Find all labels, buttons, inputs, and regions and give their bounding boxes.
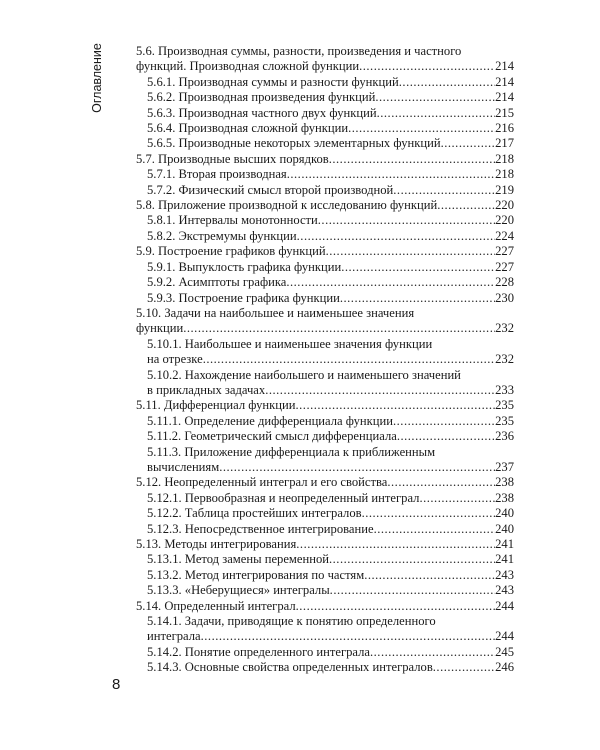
toc-entry-leader-row xyxy=(147,583,514,598)
toc-entry-page-number: 240 xyxy=(495,506,514,521)
toc-entry-title-line: 5.12.1. Первообразная и неопределенный интеграл xyxy=(147,490,420,505)
dot-leader xyxy=(397,429,495,444)
toc-entry-title-line: 5.11. Дифференциал функции xyxy=(136,398,296,413)
toc-entry-subsection xyxy=(136,368,514,399)
toc-entry-title-line: 5.12.3. Непосредственное интегрирование xyxy=(147,521,374,536)
toc-entry-leader-row xyxy=(147,429,514,444)
toc-entry-subsection xyxy=(136,167,514,182)
toc-entry-subsection xyxy=(136,614,514,645)
toc-entry-page-number: 243 xyxy=(495,567,514,582)
toc-entry-subsection xyxy=(136,583,514,598)
toc-entry-section xyxy=(136,198,514,213)
toc-entry-leader-row xyxy=(136,198,514,213)
toc-entry-page-number: 236 xyxy=(495,429,514,444)
dot-leader xyxy=(393,414,495,429)
toc-entry-leader-row xyxy=(147,352,514,367)
toc-entry-title-line: вычислениям xyxy=(147,459,220,474)
toc-entry-subsection xyxy=(136,445,514,476)
toc-entry-title-line: 5.13.3. «Неберущиеся» интегралы xyxy=(147,583,330,598)
toc-entry-title-line: 5.9.1. Выпуклость графика функции xyxy=(147,259,342,274)
toc-entry-subsection xyxy=(136,429,514,444)
dot-leader xyxy=(359,59,495,74)
toc-entry-title-line: 5.9.3. Построение графика функции xyxy=(147,290,340,305)
toc-entry-title-line: 5.9. Построение графиков функций xyxy=(136,244,326,259)
toc-entry-subsection xyxy=(136,506,514,521)
dot-leader xyxy=(419,491,495,506)
toc-entry-title-line: 5.6.4. Производная сложной функции xyxy=(147,121,349,136)
dot-leader xyxy=(297,229,495,244)
toc-entry-title-line: 5.14.1. Задачи, приводящие к понятию определенного xyxy=(147,614,436,629)
toc-entry-section xyxy=(136,152,514,167)
dot-leader xyxy=(318,213,495,228)
toc-entry-page-number: 219 xyxy=(495,182,514,197)
toc-entry-leader-row xyxy=(147,90,514,105)
dot-leader xyxy=(387,475,495,490)
toc-entry-title-line: 5.13.1. Метод замены переменной xyxy=(147,552,329,567)
toc-entry-subsection xyxy=(136,75,514,90)
toc-entry-leader-row xyxy=(147,75,514,90)
toc-entry-page-number: 218 xyxy=(495,167,514,182)
dot-leader xyxy=(296,537,495,552)
dot-leader xyxy=(286,275,495,290)
toc-entry-title-line: 5.6.2. Производная произведения функций xyxy=(147,90,376,105)
toc-entry-leader-row xyxy=(147,506,514,521)
toc-entry-title-line: 5.12. Неопределенный интеграл и его свойства xyxy=(136,475,388,490)
dot-leader xyxy=(265,383,495,398)
toc-entry-page-number: 218 xyxy=(495,151,514,166)
toc-entry-leader-row xyxy=(147,106,514,121)
toc-entry-leader-row xyxy=(136,537,514,552)
toc-entry-page-number: 235 xyxy=(495,398,514,413)
dot-leader xyxy=(201,629,495,644)
dot-leader xyxy=(296,398,496,413)
dot-leader xyxy=(340,291,495,306)
toc-entry-leader-row xyxy=(147,491,514,506)
toc-entry-title-line: 5.9.2. Асимптоты графика xyxy=(147,275,287,290)
toc-entry-title-line: 5.14.3. Основные свойства определенных интегралов xyxy=(147,660,433,675)
toc-entry-subsection xyxy=(136,106,514,121)
toc-entry-subsection xyxy=(136,491,514,506)
dot-leader xyxy=(219,460,495,475)
toc-entry-title-line: интеграла xyxy=(147,629,201,644)
dot-leader xyxy=(183,321,495,336)
toc-entry-subsection xyxy=(136,260,514,275)
page-number: 8 xyxy=(112,676,121,693)
toc-entry-page-number: 214 xyxy=(495,90,514,105)
dot-leader xyxy=(329,552,495,567)
dot-leader xyxy=(296,599,495,614)
toc-entry-leader-row xyxy=(136,398,514,413)
toc-entry-page-number: 227 xyxy=(495,259,514,274)
toc-entry-leader-row xyxy=(136,152,514,167)
dot-leader xyxy=(433,660,495,675)
toc-entry-section xyxy=(136,475,514,490)
toc-entry-leader-row xyxy=(147,136,514,151)
toc-entry-title-line: 5.11.2. Геометрический смысл дифференциала xyxy=(147,429,397,444)
toc-entry-subsection xyxy=(136,213,514,228)
toc-entry-page-number: 246 xyxy=(495,660,514,675)
toc-entry-subsection xyxy=(136,136,514,151)
toc-entry-section xyxy=(136,537,514,552)
toc-entry-leader-row xyxy=(147,414,514,429)
dot-leader xyxy=(329,152,495,167)
toc-entry-title-line: 5.10. Задачи на наибольшее и наименьшее значения xyxy=(136,305,415,320)
toc-entry-page-number: 237 xyxy=(495,459,514,474)
dot-leader xyxy=(330,583,495,598)
toc-entry-page-number: 235 xyxy=(495,413,514,428)
toc-entry-title-line: 5.13. Методы интегрирования xyxy=(136,537,297,551)
toc-entry-page-number: 220 xyxy=(495,213,514,228)
toc-entry-title-line: 5.14. Определенный интеграл xyxy=(136,598,296,613)
toc-entry-subsection xyxy=(136,291,514,306)
dot-leader xyxy=(377,106,496,121)
toc-entry-leader-row xyxy=(147,629,514,644)
toc-entry-subsection xyxy=(136,660,514,675)
toc-entry-subsection xyxy=(136,414,514,429)
toc-entry-title-line: 5.11.3. Приложение дифференциала к приближенным xyxy=(147,444,436,459)
toc-entry-title-line: 5.7. Производные высших порядков xyxy=(136,151,329,166)
toc-entry-subsection xyxy=(136,522,514,537)
toc-entry-title-line: 5.8. Приложение производной к исследованию функций xyxy=(136,198,438,213)
toc-entry-leader-row xyxy=(147,460,514,475)
toc-entry-subsection xyxy=(136,337,514,368)
toc-entry-leader-row xyxy=(136,59,514,74)
toc-entry-subsection xyxy=(136,645,514,660)
toc-entry-section xyxy=(136,44,514,75)
toc-entry-page-number: 232 xyxy=(495,352,514,367)
toc-entry-page-number: 233 xyxy=(495,382,514,397)
dot-leader xyxy=(326,244,496,259)
toc-entry-title-line: 5.8.2. Экстремумы функции xyxy=(147,228,297,243)
toc-entry-title-line: 5.14.2. Понятие определенного интеграла xyxy=(147,644,370,659)
toc-entry-page-number: 228 xyxy=(495,275,514,290)
dot-leader xyxy=(364,568,495,583)
dot-leader xyxy=(341,260,495,275)
dot-leader xyxy=(437,198,495,213)
toc-entry-page-number: 216 xyxy=(495,121,514,136)
toc-entry-page-number: 241 xyxy=(495,552,514,567)
toc-entry-page-number: 220 xyxy=(495,198,514,213)
toc-entry-page-number: 230 xyxy=(495,290,514,305)
toc-entry-subsection xyxy=(136,90,514,105)
toc-entry-page-number: 244 xyxy=(495,629,514,644)
toc-entry-leader-row xyxy=(147,167,514,182)
toc-entry-leader-row xyxy=(136,475,514,490)
dot-leader xyxy=(370,645,495,660)
toc-entry-page-number: 217 xyxy=(495,136,514,151)
toc-entry-title-line: 5.11.1. Определение дифференциала функции xyxy=(147,413,393,428)
toc-entry-page-number: 240 xyxy=(495,521,514,536)
toc-entry-section xyxy=(136,306,514,337)
toc-entry-section xyxy=(136,398,514,413)
toc-entry-subsection xyxy=(136,229,514,244)
table-of-contents xyxy=(136,44,514,676)
toc-entry-title-line: 5.7.1. Вторая производная xyxy=(147,167,287,182)
dot-leader xyxy=(203,352,495,367)
toc-entry-page-number: 241 xyxy=(495,537,514,551)
toc-entry-leader-row xyxy=(147,383,514,398)
toc-entry-leader-row xyxy=(147,291,514,306)
toc-entry-title-line: 5.7.2. Физический смысл второй производной xyxy=(147,182,394,197)
toc-entry-subsection xyxy=(136,275,514,290)
toc-entry-title-line: функции xyxy=(136,321,184,336)
toc-entry-page-number: 244 xyxy=(495,598,514,613)
dot-leader xyxy=(362,506,496,521)
toc-entry-leader-row xyxy=(136,244,514,259)
toc-entry-leader-row xyxy=(147,229,514,244)
toc-entry-title-line: функций. Производная сложной функции xyxy=(136,59,360,74)
toc-entry-page-number: 214 xyxy=(495,59,514,74)
toc-entry-title-line: 5.12.2. Таблица простейших интегралов xyxy=(147,506,362,521)
toc-entry-leader-row xyxy=(147,275,514,290)
toc-entry-leader-row xyxy=(147,183,514,198)
toc-entry-page-number: 215 xyxy=(495,105,514,120)
toc-entry-leader-row xyxy=(147,552,514,567)
toc-entry-leader-row xyxy=(147,260,514,275)
dot-leader xyxy=(441,136,496,151)
toc-entry-section xyxy=(136,599,514,614)
toc-entry-title-line: 5.6.5. Производные некоторых элементарных функций xyxy=(147,136,441,151)
toc-entry-leader-row xyxy=(147,645,514,660)
toc-entry-page-number: 243 xyxy=(495,583,514,598)
toc-entry-title-line: 5.10.2. Нахождение наибольшего и наименьшего значений xyxy=(147,367,461,382)
toc-entry-subsection xyxy=(136,568,514,583)
toc-entry-leader-row xyxy=(136,599,514,614)
toc-entry-title-line: 5.13.2. Метод интегрирования по частям xyxy=(147,567,365,582)
toc-entry-subsection xyxy=(136,121,514,136)
toc-entry-title-line: 5.8.1. Интервалы монотонности xyxy=(147,213,318,228)
toc-entry-page-number: 232 xyxy=(495,321,514,336)
toc-entry-leader-row xyxy=(136,321,514,336)
toc-entry-page-number: 224 xyxy=(495,228,514,243)
toc-entry-leader-row xyxy=(147,660,514,675)
toc-entry-title-line: 5.6. Производная суммы, разности, произведения и частного xyxy=(136,44,462,58)
toc-entry-page-number: 214 xyxy=(495,74,514,89)
toc-entry-leader-row xyxy=(147,568,514,583)
toc-entry-page-number: 227 xyxy=(495,244,514,259)
toc-entry-title-line: 5.6.3. Производная частного двух функций xyxy=(147,105,377,120)
dot-leader xyxy=(399,75,495,90)
toc-entry-leader-row xyxy=(147,121,514,136)
toc-entry-page-number: 238 xyxy=(495,475,514,490)
toc-entry-section xyxy=(136,244,514,259)
toc-entry-subsection xyxy=(136,183,514,198)
toc-entry-subsection xyxy=(136,552,514,567)
dot-leader xyxy=(287,167,495,182)
dot-leader xyxy=(348,121,495,136)
toc-entry-leader-row xyxy=(147,213,514,228)
toc-entry-page-number: 245 xyxy=(495,644,514,659)
toc-entry-title-line: на отрезке xyxy=(147,352,203,367)
dot-leader xyxy=(375,90,495,105)
running-header-section-title: Оглавление xyxy=(90,43,104,113)
toc-entry-page-number: 238 xyxy=(495,490,514,505)
toc-entry-title-line: 5.6.1. Производная суммы и разности функций xyxy=(147,74,399,89)
dot-leader xyxy=(374,522,496,537)
toc-entry-title-line: в прикладных задачах xyxy=(147,382,266,397)
dot-leader xyxy=(393,183,495,198)
toc-entry-title-line: 5.10.1. Наибольшее и наименьшее значения функции xyxy=(147,336,433,351)
toc-entry-leader-row xyxy=(147,522,514,537)
